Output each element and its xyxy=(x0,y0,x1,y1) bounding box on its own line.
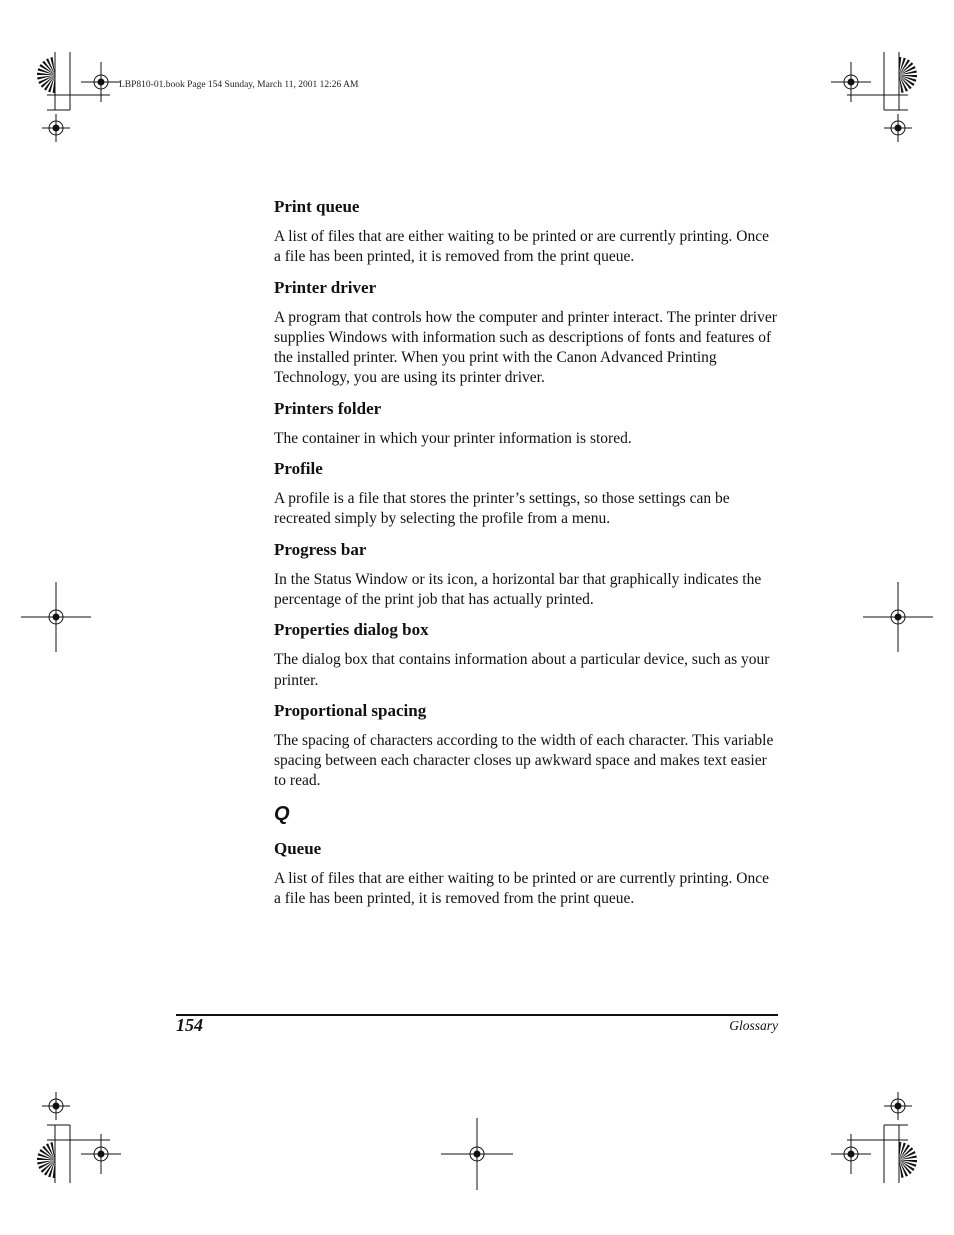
color-bar-star-icon xyxy=(881,57,917,93)
color-bar-star-icon xyxy=(37,57,73,93)
glossary-entry xyxy=(274,459,779,530)
entry-term: Printers folder xyxy=(274,398,382,418)
registration-mark-dot xyxy=(53,1103,60,1110)
registration-mark-dot xyxy=(98,79,105,86)
entry-definition: The dialog box that contains information about a particular device, such as your printer. xyxy=(274,651,770,689)
registration-mark-dot xyxy=(895,125,902,132)
entry-definition: The spacing of characters according to the width of each character. This variable spacing between each character closes up awkward space and makes text easier to read. xyxy=(274,731,774,790)
glossary-entry xyxy=(274,540,779,611)
entry-term: Queue xyxy=(274,838,322,858)
registration-mark-dot xyxy=(98,1151,105,1158)
registration-mark-dot xyxy=(474,1151,481,1158)
glossary-entry xyxy=(274,197,779,268)
entry-term: Properties dialog box xyxy=(274,620,429,640)
entry-definition: In the Status Window or its icon, a horizontal bar that graphically indicates the percentage of the print job that has actually printed. xyxy=(274,570,762,608)
entry-definition: The container in which your printer information is stored. xyxy=(274,429,632,447)
registration-mark-dot xyxy=(895,614,902,621)
section-letter-heading: Q xyxy=(274,802,290,825)
running-title: Glossary xyxy=(729,1018,778,1033)
registration-mark-dot xyxy=(848,79,855,86)
registration-mark-dot xyxy=(53,614,60,621)
color-bar-star-icon xyxy=(881,1142,917,1178)
entry-term: Proportional spacing xyxy=(274,700,427,720)
glossary-entry xyxy=(274,701,779,792)
entry-definition: A profile is a file that stores the printer’s settings, so those settings can be recreated simply by selecting the profile from a menu. xyxy=(274,490,730,528)
entry-term: Profile xyxy=(274,459,323,479)
glossary-entry xyxy=(274,399,779,449)
glossary-content xyxy=(274,197,779,919)
glossary-entry xyxy=(274,278,779,389)
entry-definition: A list of files that are either waiting to be printed or are currently printing. Once a file has been printed, it is removed from the print queue. xyxy=(274,869,769,908)
color-bar-star-icon xyxy=(37,1142,73,1178)
footer-rule xyxy=(176,1014,778,1016)
page-number: 154 xyxy=(176,1015,203,1035)
entry-term: Printer driver xyxy=(274,277,377,297)
glossary-entry xyxy=(274,620,779,691)
print-header: LBP810-01.book Page 154 Sunday, March 11, 2001 12:26 AM xyxy=(119,80,359,90)
entry-term: Print queue xyxy=(274,197,360,216)
registration-mark-dot xyxy=(53,125,60,132)
entry-definition: A program that controls how the computer and printer interact. The printer driver supplies Windows with information such as descriptions of fonts and features of the installed printer. When you print with the Canon Advanced Printing Technology, you are using its printer driver. xyxy=(274,308,777,387)
registration-mark-dot xyxy=(895,1103,902,1110)
glossary-entry xyxy=(274,839,779,910)
entry-definition: A list of files that are either waiting to be printed or are currently printing. Once a file has been printed, it is removed from the print queue. xyxy=(274,228,769,266)
registration-mark-dot xyxy=(848,1151,855,1158)
entry-term: Progress bar xyxy=(274,539,367,559)
